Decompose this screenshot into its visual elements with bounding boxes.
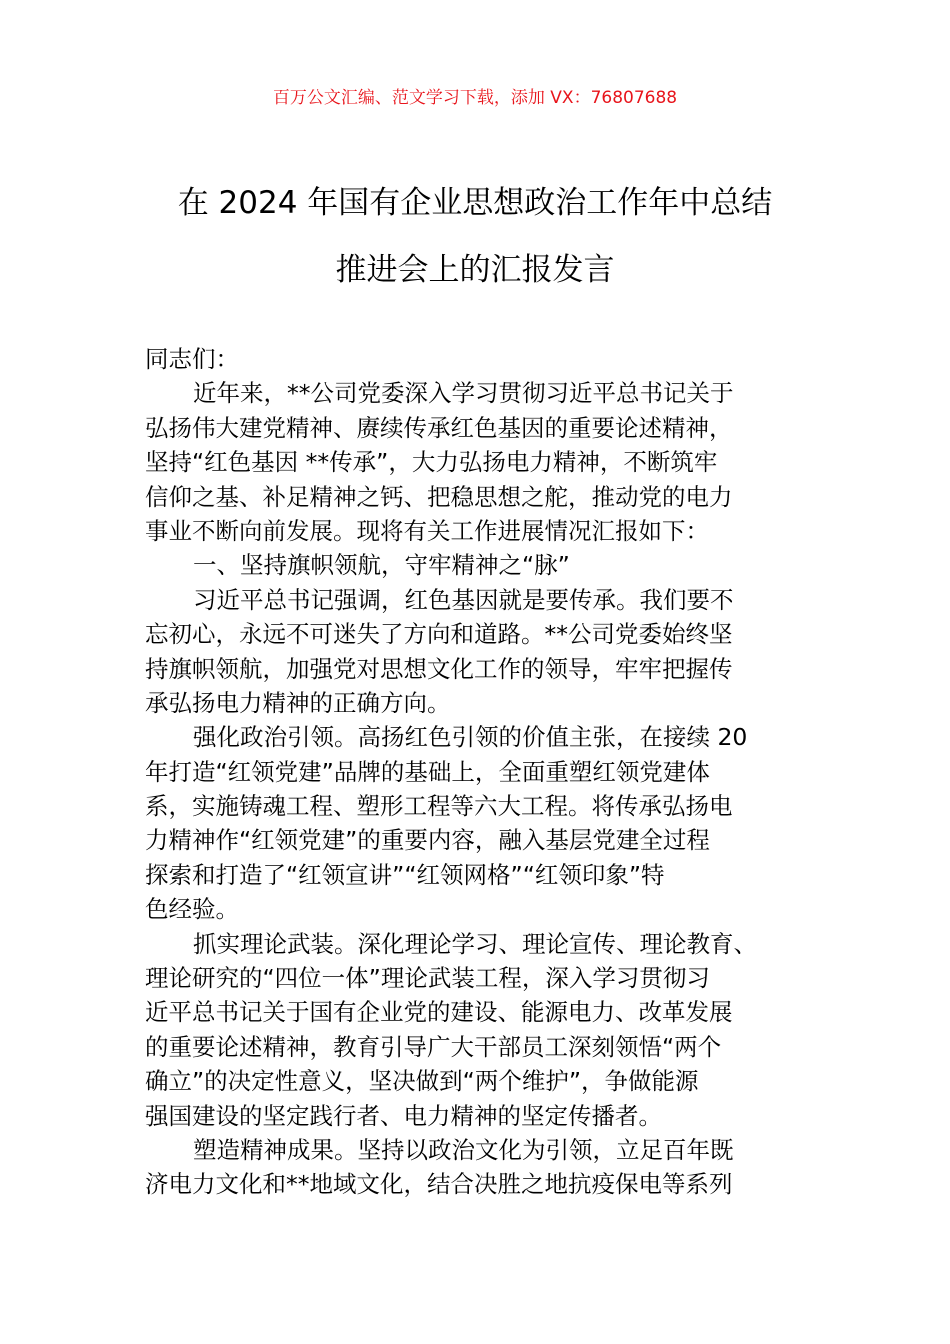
body-line: 弘扬伟大建党精神、赓续传承红色基因的重要论述精神， (145, 413, 733, 442)
body-line: 理论研究的“四位一体”理论武装工程，深入学习贯彻习 (145, 964, 710, 993)
body-line: 探索和打造了“红领宣讲”“红领网格”“红领印象”特 (145, 860, 665, 889)
body-line: 忘初心，永远不可迷失了方向和道路。**公司党委始终坚 (145, 620, 733, 649)
body-line: 习近平总书记强调，红色基因就是要传承。我们要不 (193, 585, 734, 614)
body-line: 确立”的决定性意义，坚决做到“两个维护”，争做能源 (145, 1067, 699, 1096)
body-line: 济电力文化和**地域文化，结合决胜之地抗疫保电等系列 (145, 1170, 733, 1199)
body-line: 强化政治引领。高扬红色引领的价值主张，在接续 20 (193, 723, 748, 752)
page-title-line-2: 推进会上的汇报发言 (335, 252, 615, 288)
body-line: 强国建设的坚定践行者、电力精神的坚定传播者。 (145, 1101, 662, 1130)
header-note: 百万公文汇编、范文学习下载，添加 VX：76807688 (272, 88, 678, 108)
body-line: 近年来，**公司党委深入学习贯彻习近平总书记关于 (193, 379, 734, 408)
body-line: 承弘扬电力精神的正确方向。 (145, 688, 451, 717)
salutation: 同志们： (145, 345, 239, 373)
body-line: 坚持“红色基因 **传承”，大力弘扬电力精神，不断筑牢 (145, 448, 718, 477)
document-body (145, 342, 810, 1202)
body-line: 信仰之基、补足精神之钙、把稳思想之舵，推动党的电力 (145, 482, 733, 511)
body-line: 事业不断向前发展。现将有关工作进展情况汇报如下： (145, 516, 709, 545)
body-line: 近平总书记关于国有企业党的建设、能源电力、改革发展 (145, 998, 733, 1027)
page-title-line-1: 在 2024 年国有企业思想政治工作年中总结 (177, 185, 773, 221)
body-line: 的重要论述精神，教育引导广大干部员工深刻领悟“两个 (145, 1032, 722, 1061)
body-line: 年打造“红领党建”品牌的基础上，全面重塑红领党建体 (145, 757, 710, 786)
section-heading: 一、坚持旗帜领航，守牢精神之“脉” (193, 551, 570, 580)
body-line: 塑造精神成果。坚持以政治文化为引领，立足百年既 (193, 1135, 734, 1164)
body-line: 力精神作“红领党建”的重要内容，融入基层党建全过程 (145, 826, 710, 855)
body-line: 持旗帜领航，加强党对思想文化工作的领导，牢牢把握传 (145, 654, 733, 683)
body-line: 色经验。 (145, 895, 239, 924)
body-line: 系，实施铸魂工程、塑形工程等六大工程。将传承弘扬电 (145, 792, 733, 821)
body-line: 抓实理论武装。深化理论学习、理论宣传、理论教育、 (193, 929, 757, 958)
